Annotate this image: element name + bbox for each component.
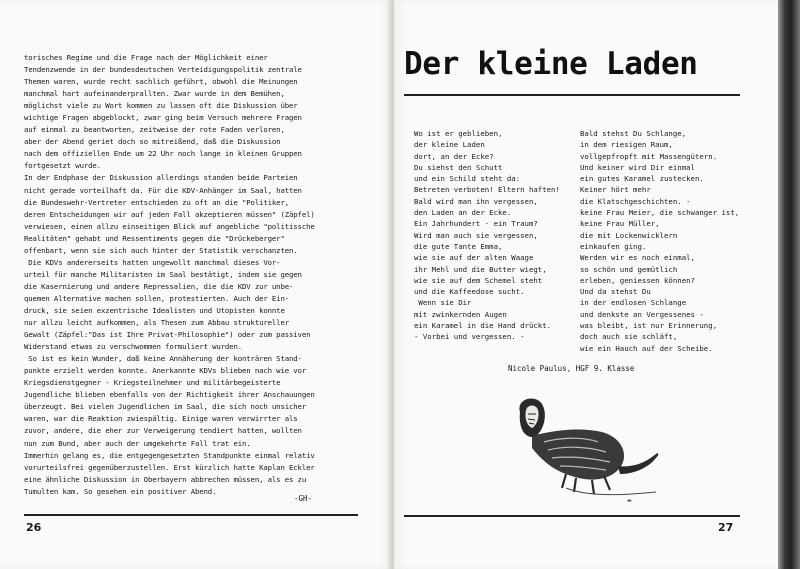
poem-line: und ein Schild steht da: xyxy=(414,174,521,184)
poem-line: ihr Mehl und die Butter wiegt, xyxy=(414,264,547,274)
scan-edge xyxy=(778,0,800,569)
text-line: Immerhin gelang es, die entgegengesetzten Standpunkte einmal relativ xyxy=(24,450,315,460)
text-line: aber der Abend geriet doch so mitreißend, daß die Diskussion xyxy=(24,137,281,147)
poem-line: erleben, geniessen können? xyxy=(580,275,695,285)
poem-line: Keiner hört mehr xyxy=(580,185,651,195)
poem-column-left xyxy=(414,128,574,343)
text-line: Kriegsdienstgegner - Kriegsteilnehmer und militärbegeisterte xyxy=(24,378,281,388)
text-line: offenbart, wenn sie sich auch hinter der Statistik verschanzten. xyxy=(24,245,298,255)
poem-line: keine Frau Müller, xyxy=(580,219,660,229)
text-line: punkte erzielt werden konnte. Anerkannte KDVs blieben nach wie vor xyxy=(24,366,307,376)
poem-line: wie ein Hauch auf der Scheibe. xyxy=(580,343,713,353)
poem-line: Ein Jahrhundert - ein Traum? xyxy=(414,219,538,229)
page-number-right: 27 xyxy=(718,521,734,534)
bottom-rule-right xyxy=(404,515,740,517)
poem-line: und denkste an Vergessenes - xyxy=(580,309,704,319)
text-line: waren, war die Reaktion zwiespältig. Einige waren verwirrter als xyxy=(24,414,298,424)
sketch-creature-illustration xyxy=(506,392,666,504)
text-line: quemen Alternative machen sollen, protestierten. Auch der Ein- xyxy=(24,293,290,303)
text-line: torisches Regime und die Frage nach der Möglichkeit einer xyxy=(24,53,268,62)
text-line: Realitäten" gehabt und Ressentiments gegen die "Drückeberger" xyxy=(24,233,285,243)
bottom-rule xyxy=(24,514,358,516)
text-line: vorurteilsfrei gegenüberzustellen. Erst kürzlich hatte Kaplan Eckler xyxy=(24,462,315,472)
text-line: So ist es kein Wunder, daß keine Annäherung der konträren Stand- xyxy=(24,354,302,364)
text-line: Themen waren, wurde recht sachlich geführt, obwohl die Meinungen xyxy=(24,77,298,87)
poem-line: wie sie auf dem Schemel steht xyxy=(414,275,543,285)
title-rule xyxy=(404,94,740,96)
poem-line: wie sie auf der alten Waage xyxy=(414,253,534,263)
text-line: fortgesetzt wurde. xyxy=(24,161,101,171)
poem-line: Wenn sie Dir xyxy=(414,298,472,308)
poem-line: der kleine Laden xyxy=(414,140,485,150)
poem-line: den Laden an der Ecke. xyxy=(414,208,512,218)
poem-line: vollgepfropft mit Massengütern. xyxy=(580,151,718,161)
text-line: Widerstand etwas zu verschwommen formuliert wurden. xyxy=(24,342,242,352)
article-signature: -GH- xyxy=(294,494,313,503)
poem-line: ein gutes Karamel zustecken. xyxy=(580,174,704,184)
text-line: deren Entscheidungen wir auf jeden Fall akzeptieren müssen" (Zäpfel) xyxy=(24,209,315,219)
poem-line: in der endlosen Schlange xyxy=(580,298,687,308)
text-line: nicht gerade vorteilhaft da. Für die KDV-Anhänger im Saal, hatten xyxy=(24,185,302,195)
text-line: Jugendliche blieben ebenfalls von der Richtigkeit ihrer Anschauungen xyxy=(24,390,315,400)
poem-line: ein Karamel in die Hand drückt. xyxy=(414,321,552,331)
poem-line: einkaufen ging. xyxy=(580,241,647,251)
poem-line: doch auch sie schläft, xyxy=(580,332,678,342)
poem-line: Und da stehst Du xyxy=(580,287,651,297)
poem-title: Der kleine Laden xyxy=(404,46,698,82)
poem-line: die gute Tante Emma, xyxy=(414,241,503,251)
text-line: überzeugt. Bei vielen Jugendlichen im Saal, die sich noch unsicher xyxy=(24,402,307,412)
text-line: druck, sie seien exzentrische Idealisten und Utopisten konnte xyxy=(24,305,285,315)
text-line: eine ähnliche Diskussion in Oberbayern abbrechen müssen, als es zu xyxy=(24,474,307,484)
text-line: nun zum Bund, aber auch der umgekehrte Fall trat ein. xyxy=(24,438,251,448)
poem-line: keine Frau Meier, die schwanger ist, xyxy=(580,208,740,218)
poem-line: mit zwinkernden Augen xyxy=(414,309,507,319)
text-line: Tendenzwende in der bundesdeutschen Verteidigungspolitik zentrale xyxy=(24,65,302,75)
poem-line: Bald stehst Du Schlange, xyxy=(580,129,687,138)
text-line: die Bundeswehr-Vertreter entschieden zu oft an die "Politiker, xyxy=(24,197,290,207)
poem-line: die mit Lockenwicklern xyxy=(580,230,678,240)
text-line: wichtige Fragen abgeblockt, zwar ging beim Versuch mehrere Fragen xyxy=(24,113,302,123)
text-line: möglichst viele zu Wort kommen zu lassen oft die Diskussion über xyxy=(24,101,298,111)
poem-line: was bleibt, ist nur Erinnerung, xyxy=(580,321,718,331)
poem-line: dort, an der Ecke? xyxy=(414,151,494,161)
poem-line: so schön und gemütlich xyxy=(580,264,678,274)
text-line: Tumulten kam. So gesehen ein positiver Abend. xyxy=(24,486,217,496)
text-line: urteil für manche Militaristen im Saal bestätigt, indem sie gegen xyxy=(24,269,302,279)
poem-line: Betreten verboten! Eltern haften! xyxy=(414,185,560,195)
text-line: nur allzu leicht aufkommen, als Thesen zum Abbau struktureller xyxy=(24,318,290,328)
text-line: auf einmal zu beantworten, zeitweise der rote Faden verloren, xyxy=(24,125,285,135)
text-line: manchmal hart aufeinanderprallten. Zwar wurde in dem Bemühen, xyxy=(24,89,285,99)
poem-line: die Klatschgeschichten. - xyxy=(580,196,691,206)
left-page xyxy=(0,0,392,569)
poem-column-right xyxy=(580,128,746,354)
small-mark: ▬ xyxy=(627,498,632,504)
text-line: verwiesen, einen allzu einseitigen Blick auf angebliche "politissche xyxy=(24,221,315,231)
poem-line: in dem riesigen Raum, xyxy=(580,140,673,150)
text-line: die Kasernierung und andere Repressalien, die die KDV zur unbe- xyxy=(24,281,294,291)
poem-line: Und keiner wird Dir einmal xyxy=(580,162,695,172)
text-line: Gewalt (Zäpfel:"Das ist Ihre Privat-Philosophie") oder zum passiven xyxy=(24,330,311,340)
poem-line: Wo ist er geblieben, xyxy=(414,129,503,138)
poem-line: Du siehst den Schutt xyxy=(414,162,503,172)
text-line: In der Endphase der Diskussion allerdings standen beide Parteien xyxy=(24,173,298,183)
poem-line: - Vorbei und vergessen. - xyxy=(414,332,525,342)
text-line: zuvor, andere, die eher zur Verweigerung tendiert hatten, wollten xyxy=(24,426,302,436)
poem-line: Werden wir es noch einmal, xyxy=(580,253,695,263)
poem-line: und die Kaffeedose sucht. xyxy=(414,287,525,297)
page-number-left: 26 xyxy=(26,521,42,534)
text-line: Die KDVs andererseits hatten ungewollt manchmal dieses Vor- xyxy=(24,257,281,267)
poem-line: Bald wird man ihn vergessen, xyxy=(414,196,538,206)
poem-author: Nicole Paulus, HGF 9. Klasse xyxy=(508,364,635,373)
text-line: nach dem offiziellen Ende um 22 Uhr noch lange in kleinen Gruppen xyxy=(24,149,302,159)
poem-line: Wird man auch sie vergessen, xyxy=(414,230,538,240)
article-text xyxy=(24,52,364,498)
